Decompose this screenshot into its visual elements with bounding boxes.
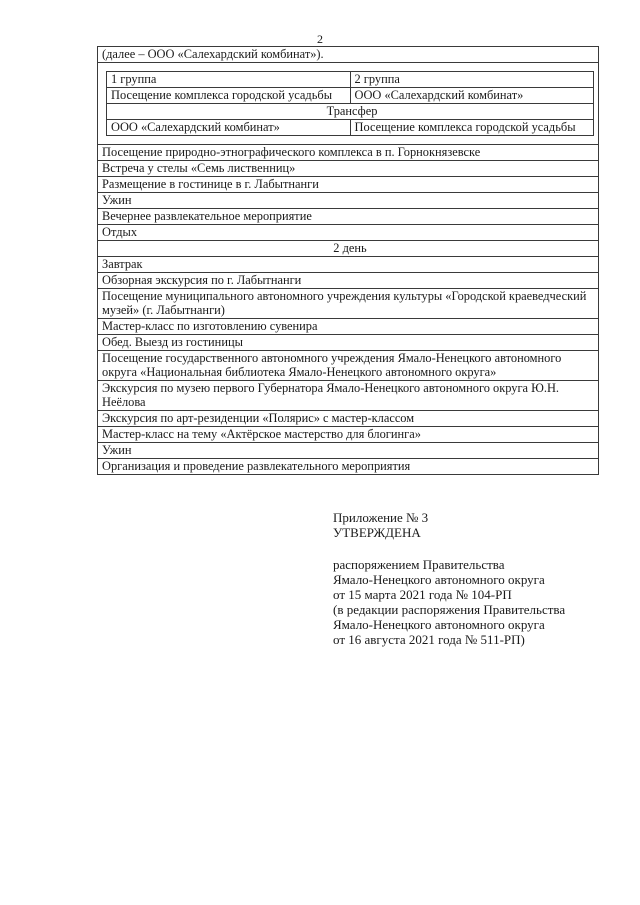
group-1-first-activity: Посещение комплекса городской усадьбы xyxy=(107,88,351,104)
groups-first-row xyxy=(107,88,594,104)
day2-activity: Организация и проведение развлекательного мероприятия xyxy=(98,459,599,475)
table-row xyxy=(98,427,599,443)
day2-activity: Завтрак xyxy=(98,257,599,273)
group-1-second-activity: ООО «Салехардский комбинат» xyxy=(107,120,351,136)
annex-number: Приложение № 3 xyxy=(333,510,429,525)
table-row xyxy=(98,459,599,475)
day1-activity: Вечернее развлекательное мероприятие xyxy=(98,209,599,225)
day2-activity: Ужин xyxy=(98,443,599,459)
table-row xyxy=(98,273,599,289)
table-row xyxy=(98,289,599,319)
annex-line: Ямало-Ненецкого автономного округа xyxy=(333,572,545,587)
transfer-row xyxy=(107,104,594,120)
day2-activity: Мастер-класс по изготовлению сувенира xyxy=(98,319,599,335)
table-row xyxy=(98,193,599,209)
annex-line: от 15 марта 2021 года № 104-РП xyxy=(333,587,512,602)
groups-cell xyxy=(98,63,599,145)
day2-activity: Посещение государственного автономного учреждения Ямало-Ненецкого автономного округа «Национальная библиотека Ямало-Ненецкого автономного округа» xyxy=(98,351,599,381)
groups-row xyxy=(98,63,599,145)
table-row xyxy=(98,411,599,427)
day2-title: 2 день xyxy=(98,241,599,257)
table-row xyxy=(98,225,599,241)
day2-activity: Экскурсия по музею первого Губернатора Ямало-Ненецкого автономного округа Ю.Н. Неёлова xyxy=(98,381,599,411)
group-2-header: 2 группа xyxy=(350,72,594,88)
day1-activity: Встреча у стелы «Семь лиственниц» xyxy=(98,161,599,177)
day2-activity: Обед. Выезд из гостиницы xyxy=(98,335,599,351)
day1-activity: Посещение природно-этнографического комплекса в п. Горнокнязевске xyxy=(98,145,599,161)
intro-text: (далее – ООО «Салехардский комбинат»). xyxy=(98,47,599,63)
transfer-label: Трансфер xyxy=(107,104,594,120)
day1-activity: Ужин xyxy=(98,193,599,209)
group-2-first-activity: ООО «Салехардский комбинат» xyxy=(350,88,594,104)
table-row xyxy=(98,161,599,177)
page-number: 2 xyxy=(317,32,323,46)
groups-header-row xyxy=(107,72,594,88)
program-table xyxy=(97,46,599,475)
day2-activity: Мастер-класс на тему «Актёрское мастерство для блогинга» xyxy=(98,427,599,443)
day2-activity: Обзорная экскурсия по г. Лабытнанги xyxy=(98,273,599,289)
annex-line: от 16 августа 2021 года № 511-РП) xyxy=(333,632,525,647)
table-row xyxy=(98,209,599,225)
table-row xyxy=(98,351,599,381)
table-row xyxy=(98,335,599,351)
group-1-header: 1 группа xyxy=(107,72,351,88)
day2-header-row xyxy=(98,241,599,257)
annex-approved-label: УТВЕРЖДЕНА xyxy=(333,525,421,540)
annex-line: (в редакции распоряжения Правительства xyxy=(333,602,566,617)
table-row xyxy=(98,257,599,273)
day1-activity: Размещение в гостинице в г. Лабытнанги xyxy=(98,177,599,193)
annex-line: распоряжением Правительства xyxy=(333,557,505,572)
table-row xyxy=(98,145,599,161)
table-row xyxy=(98,443,599,459)
annex-approval-block xyxy=(333,510,565,647)
groups-table xyxy=(106,71,594,136)
day1-activity: Отдых xyxy=(98,225,599,241)
table-row xyxy=(98,177,599,193)
day2-activity: Экскурсия по арт-резиденции «Полярис» с мастер-классом xyxy=(98,411,599,427)
day2-activity: Посещение муниципального автономного учреждения культуры «Городской краеведческий музей» (г. Лабытнанги) xyxy=(98,289,599,319)
table-row xyxy=(98,381,599,411)
table-row xyxy=(98,319,599,335)
group-2-second-activity: Посещение комплекса городской усадьбы xyxy=(350,120,594,136)
intro-row xyxy=(98,47,599,63)
groups-second-row xyxy=(107,120,594,136)
annex-line: Ямало-Ненецкого автономного округа xyxy=(333,617,545,632)
